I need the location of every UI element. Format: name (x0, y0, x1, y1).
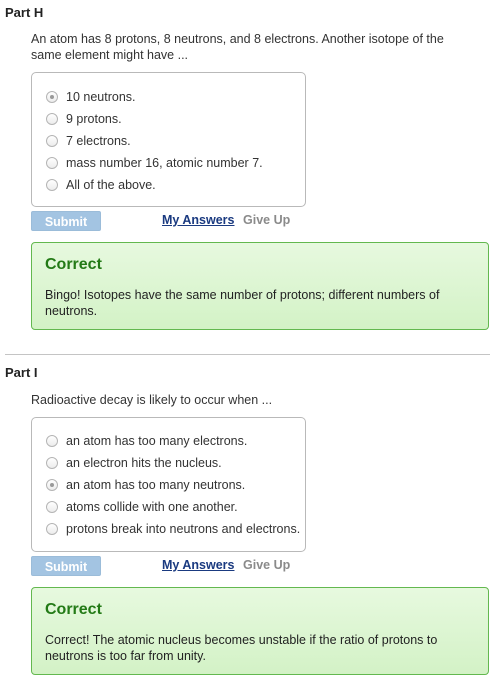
radio-button[interactable] (46, 135, 58, 147)
part-h-choice-3[interactable] (46, 133, 131, 149)
choice-label: 9 protons. (66, 112, 122, 126)
feedback-title: Correct (45, 601, 102, 618)
radio-button[interactable] (46, 179, 58, 191)
part-h-title: Part H (5, 5, 44, 20)
part-h-feedback-box (31, 242, 489, 330)
part-h-give-up-link[interactable]: Give Up (243, 213, 291, 227)
feedback-title: Correct (45, 256, 102, 273)
part-i-give-up-link[interactable]: Give Up (243, 558, 291, 572)
part-h-choice-5[interactable] (46, 177, 156, 193)
choice-label: atoms collide with one another. (66, 500, 238, 514)
choice-label: protons break into neutrons and electrons. (66, 522, 301, 536)
choice-label: an atom has too many neutrons. (66, 478, 246, 492)
part-i-choice-2[interactable] (46, 455, 222, 471)
choice-label: 10 neutrons. (66, 90, 136, 104)
part-i-feedback-box (31, 587, 489, 675)
radio-button[interactable] (46, 501, 58, 513)
choice-label: mass number 16, atomic number 7. (66, 156, 263, 170)
choice-label: an atom has too many electrons. (66, 434, 248, 448)
part-i-choice-4[interactable] (46, 499, 238, 515)
part-h-choice-4[interactable] (46, 155, 263, 171)
radio-button[interactable] (46, 479, 58, 491)
part-h-my-answers-link[interactable]: My Answers (162, 213, 235, 227)
part-i-submit-button[interactable]: Submit (31, 556, 101, 576)
part-i-choice-1[interactable] (46, 433, 247, 449)
part-h-question: An atom has 8 protons, 8 neutrons, and 8 electrons. Another isotope of the same element might have ... (31, 32, 444, 62)
choice-label: 7 electrons. (66, 134, 131, 148)
feedback-text: Bingo! Isotopes have the same number of protons; different numbers of neutrons. (45, 288, 440, 318)
choice-label: an electron hits the nucleus. (66, 456, 222, 470)
part-h-submit-button[interactable]: Submit (31, 211, 101, 231)
part-i-question: Radioactive decay is likely to occur when ... (31, 393, 273, 407)
part-i-choices (31, 417, 306, 552)
part-i-choice-3[interactable] (46, 477, 245, 493)
choice-label: All of the above. (66, 178, 156, 192)
radio-button[interactable] (46, 457, 58, 469)
part-i-title: Part I (5, 365, 38, 380)
part-divider (5, 354, 490, 355)
part-h-choices (31, 72, 306, 207)
part-h-choice-1[interactable] (46, 89, 136, 105)
radio-button[interactable] (46, 113, 58, 125)
part-h-choice-2[interactable] (46, 111, 122, 127)
part-i-my-answers-link[interactable]: My Answers (162, 558, 235, 572)
radio-button[interactable] (46, 523, 58, 535)
radio-button[interactable] (46, 435, 58, 447)
radio-button[interactable] (46, 157, 58, 169)
radio-button[interactable] (46, 91, 58, 103)
part-i-choice-5[interactable] (46, 521, 300, 537)
feedback-text: Correct! The atomic nucleus becomes unstable if the ratio of protons to neutrons is too far from unity. (45, 633, 438, 663)
